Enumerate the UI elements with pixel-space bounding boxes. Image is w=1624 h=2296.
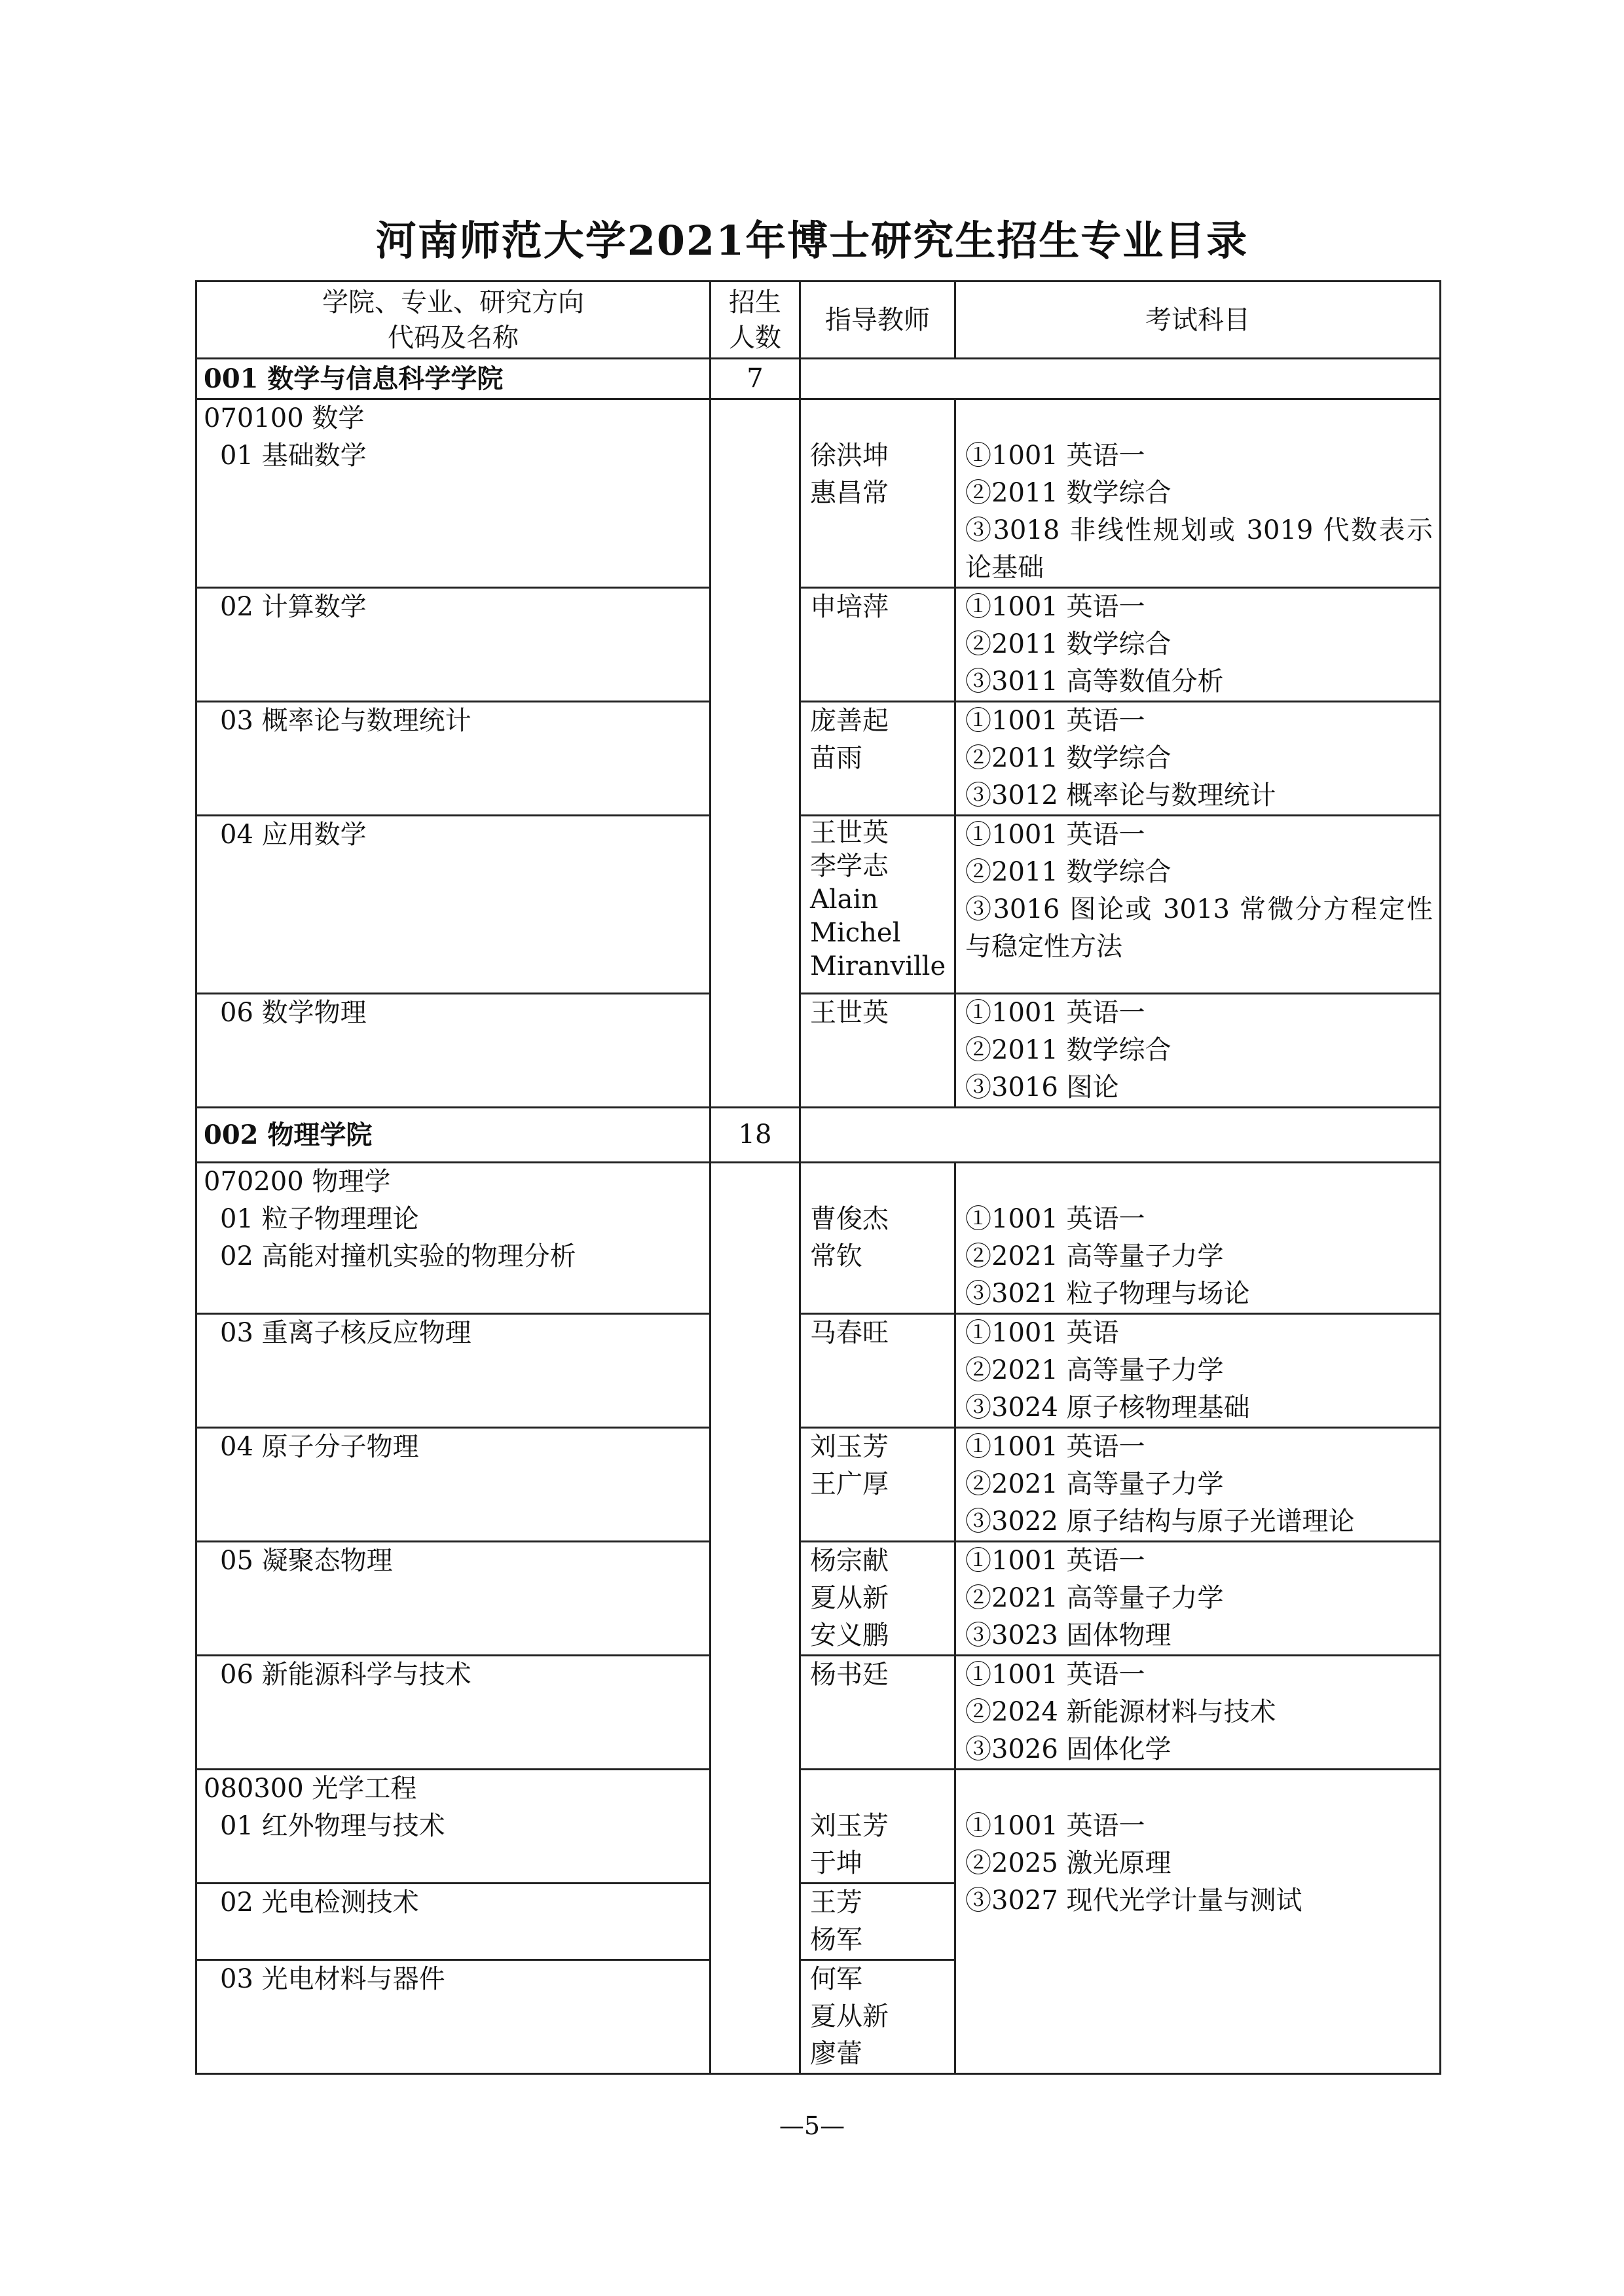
- college-row: [196, 359, 1441, 399]
- research-direction: 03 概率论与数理统计: [220, 706, 471, 736]
- enrollment-catalog-table: [195, 280, 1441, 2075]
- enrollment-count-merged: [710, 1163, 800, 2074]
- header-enrollment-count: 招生 人数: [710, 282, 800, 359]
- enrollment-count-merged: [710, 399, 800, 1108]
- major-name: 070200 物理学: [204, 1167, 391, 1197]
- research-direction: 04 原子分子物理: [220, 1432, 419, 1462]
- exam-cell: ①1001 英语一 ②2011 数学综合 ③3016 图论或 3013 常微分方程定性与稳定性方法: [955, 816, 1441, 994]
- college-enrollment-count: 7: [710, 359, 800, 399]
- advisor-cell: 刘玉芳 于坤: [800, 1770, 955, 1884]
- research-direction: 01 粒子物理理论: [220, 1204, 419, 1234]
- research-direction: 01 红外物理与技术: [220, 1811, 445, 1841]
- advisor-cell: 曹俊杰 常钦: [800, 1163, 955, 1314]
- advisor-cell: 杨宗献 夏从新 安义鹏: [800, 1542, 955, 1656]
- major-name: 080300 光学工程: [204, 1774, 417, 1804]
- advisor-cell: 庞善起 苗雨: [800, 702, 955, 816]
- table-row: [196, 702, 1441, 816]
- page-title: 河南师范大学2021年博士研究生招生专业目录: [375, 217, 1249, 264]
- advisor-cell: 王世英: [800, 994, 955, 1108]
- advisor-cell: 王世英 李学志 Alain Michel Miranville: [800, 816, 955, 994]
- advisor-cell: 徐洪坤 惠昌常: [800, 399, 955, 588]
- major-cell: [196, 1428, 710, 1542]
- major-cell: [196, 1884, 710, 1960]
- research-direction: 03 光电材料与器件: [220, 1964, 445, 1994]
- exam-cell: ①1001 英语 ②2021 高等量子力学 ③3024 原子核物理基础: [955, 1314, 1441, 1428]
- exam-cell: ①1001 英语一 ②2011 数学综合 ③3012 概率论与数理统计: [955, 702, 1441, 816]
- advisor-cell: 刘玉芳 王广厚: [800, 1428, 955, 1542]
- research-direction: 01 基础数学: [220, 441, 367, 471]
- major-name: 070100 数学: [204, 403, 365, 433]
- table-row: [196, 816, 1441, 994]
- exam-cell: ①1001 英语一 ②2021 高等量子力学 ③3022 原子结构与原子光谱理论: [955, 1428, 1441, 1542]
- college-row-blank: [800, 1108, 1441, 1163]
- major-cell: [196, 588, 710, 702]
- page-number: —5—: [779, 2111, 845, 2140]
- college-name: 002 物理学院: [196, 1108, 710, 1163]
- exam-cell: ①1001 英语一 ②2011 数学综合 ③3018 非线性规划或 3019 代数表示论基础: [955, 399, 1441, 588]
- college-row-blank: [800, 359, 1441, 399]
- research-direction: 02 光电检测技术: [220, 1887, 419, 1918]
- table-row: [196, 399, 1441, 588]
- college-row: [196, 1108, 1441, 1163]
- exam-cell: ①1001 英语一 ②2021 高等量子力学 ③3023 固体物理: [955, 1542, 1441, 1656]
- table-row: [196, 1428, 1441, 1542]
- header-advisor: 指导教师: [800, 282, 955, 359]
- major-cell: [196, 994, 710, 1108]
- major-cell: [196, 1960, 710, 2074]
- major-cell: [196, 399, 710, 588]
- exam-cell: ①1001 英语一 ②2011 数学综合 ③3016 图论: [955, 994, 1441, 1108]
- exam-cell: ①1001 英语一 ②2024 新能源材料与技术 ③3026 固体化学: [955, 1656, 1441, 1770]
- major-cell: [196, 1770, 710, 1884]
- exam-cell: ①1001 英语一 ②2011 数学综合 ③3011 高等数值分析: [955, 588, 1441, 702]
- table-row: [196, 1770, 1441, 1884]
- advisor-cell: 马春旺: [800, 1314, 955, 1428]
- research-direction: 06 数学物理: [220, 998, 367, 1028]
- advisor-cell: 王芳 杨军: [800, 1884, 955, 1960]
- research-direction: 06 新能源科学与技术: [220, 1660, 471, 1690]
- major-cell: [196, 1656, 710, 1770]
- table-row: [196, 588, 1441, 702]
- table-row: [196, 994, 1441, 1108]
- table-row: [196, 1542, 1441, 1656]
- college-enrollment-count: 18: [710, 1108, 800, 1163]
- research-direction: 02 计算数学: [220, 592, 367, 622]
- advisor-cell: 杨书廷: [800, 1656, 955, 1770]
- table-row: [196, 1656, 1441, 1770]
- exam-cell: ①1001 英语一 ②2021 高等量子力学 ③3021 粒子物理与场论: [955, 1163, 1441, 1314]
- table-row: [196, 1314, 1441, 1428]
- research-direction: 02 高能对撞机实验的物理分析: [220, 1241, 576, 1271]
- major-cell: [196, 1163, 710, 1314]
- research-direction: 04 应用数学: [220, 820, 367, 850]
- college-name: 001 数学与信息科学学院: [196, 359, 710, 399]
- advisor-cell: 申培萍: [800, 588, 955, 702]
- research-direction: 03 重离子核反应物理: [220, 1318, 471, 1348]
- research-direction: 05 凝聚态物理: [220, 1546, 393, 1576]
- table-row: [196, 1163, 1441, 1314]
- exam-cell-optics: ①1001 英语一 ②2025 激光原理 ③3027 现代光学计量与测试: [955, 1770, 1441, 2074]
- major-cell: [196, 816, 710, 994]
- table-header-row: [196, 282, 1441, 359]
- header-college-major: 学院、专业、研究方向 代码及名称: [196, 282, 710, 359]
- major-cell: [196, 1542, 710, 1656]
- major-cell: [196, 702, 710, 816]
- advisor-cell: 何军 夏从新 廖蕾: [800, 1960, 955, 2074]
- major-cell: [196, 1314, 710, 1428]
- header-exam-subjects: 考试科目: [955, 282, 1441, 359]
